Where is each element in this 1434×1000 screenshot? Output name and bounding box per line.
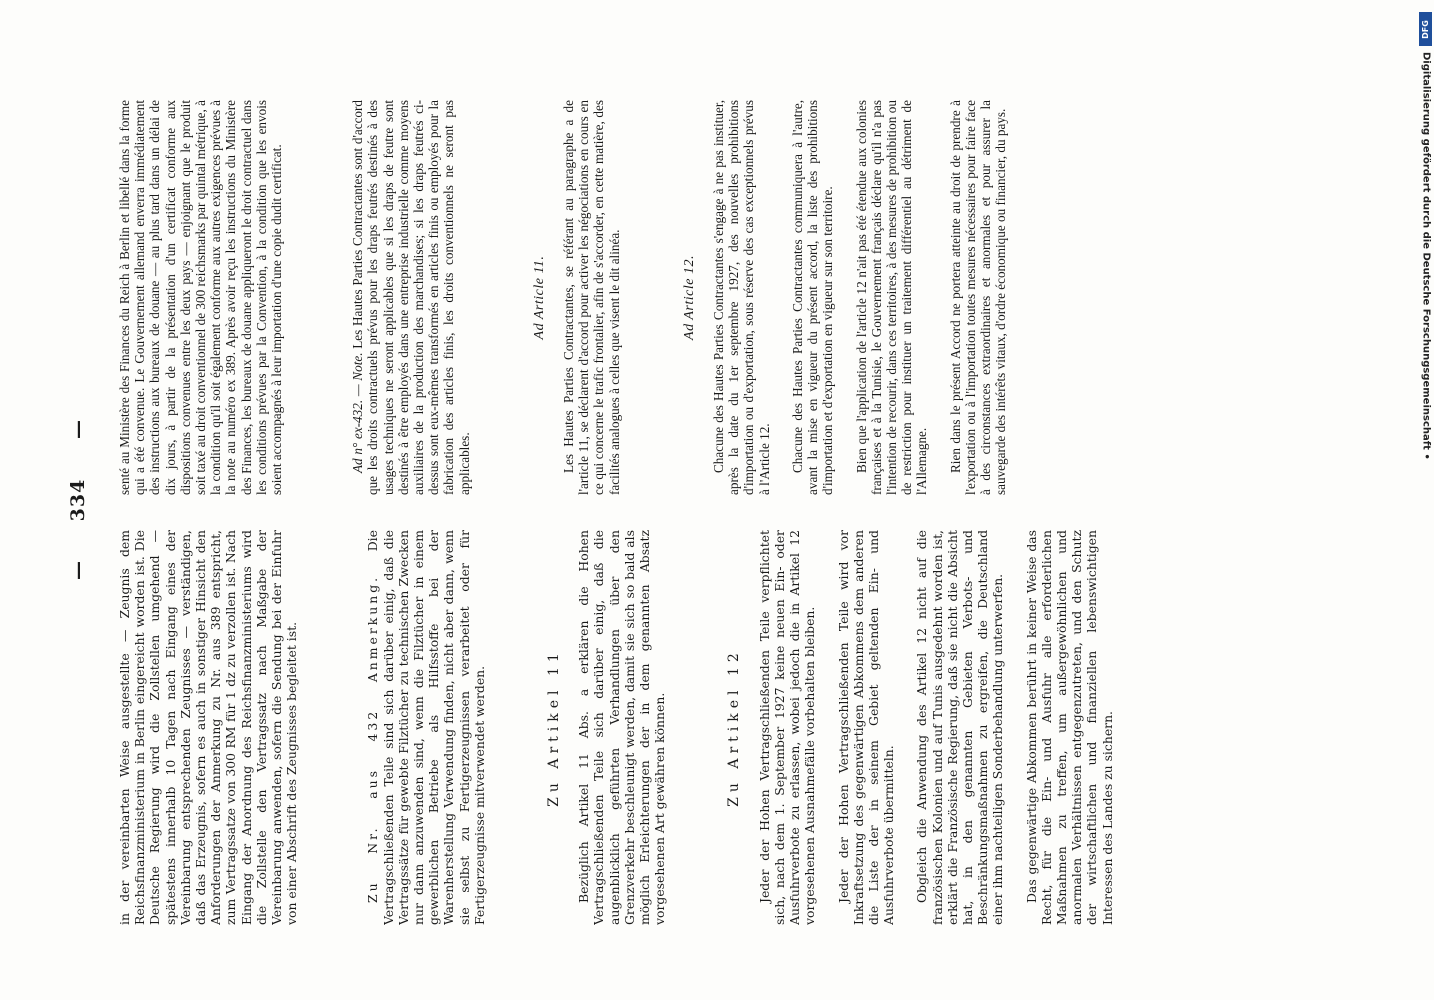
page-header: [67, 75, 107, 925]
german-432-text: Die Vertragschließenden Teile sind sich darüber einig, daß die Vertragssätze für gewebte Filztücher zu technischen Zwecken nur dann anzuwenden sind, wenn die Filztücher in einem gewerblichen Betriebe als Hilfsstoffe bei der Warenherstellung Verwendung finden, nicht aber dann, wenn sie selbst zu Fertigerzeugnissen verarbeitet oder für Fertigerzeugnisse mitverwendet werden.: [365, 530, 487, 925]
digitization-sidebar: [1418, 8, 1434, 992]
header-dash-right: —: [67, 419, 89, 439]
french-paragraph-432: [350, 100, 472, 495]
dfg-logo-text: DFG: [1421, 19, 1431, 39]
german-paragraph-article-12-1: Jeder der Hohen Vertragschließenden Teile verpflichtet sich, nach dem 1. September 1927 keine neuen Ein- oder Ausfuhrverbote zu erlassen, wobei jedoch die in Artikel 12 vorgesehenen Ausnahmefälle vorbehalten bleiben.: [756, 530, 818, 925]
german-paragraph-432: [365, 530, 487, 925]
french-heading-article-12: Ad Article 12.: [681, 255, 697, 340]
french-432-lead: Ad n° ex-432. — Note.: [350, 352, 366, 473]
dfg-logo-icon: [1419, 12, 1432, 46]
german-paragraph-article-12-4: Das gegenwärtige Abkommen berührt in keiner Weise das Recht, für die Ein- und Ausfuhr alle erforderlichen Maßnahmen zu treffen, um außergewöhnlichen und anormalen Verhältnissen entgegenzutreten, und den Schutz der wirtschaftlichen und finanziellen lebenswichtigen Interessen des Landes zu sichern.: [1023, 530, 1115, 925]
page-number: 334: [67, 478, 89, 522]
german-paragraph-article-12-2: Jeder der Hohen Vertragschließenden Teile wird vor Inkraftsetzung des gegenwärtigen Abkommens dem anderen die Liste der in seinem Gebiet geltenden Ein- und Ausfuhrverbote übermitteln.: [835, 530, 897, 925]
german-paragraph-article-11: Bezüglich Artikel 11 Abs. a erklären die Hohen Vertragschließenden Teile sich darüber einig, daß die augenblicklich geführten Verhandlungen über den Grenzverkehr beschleunigt werden, damit sie sich so bald als möglich Erleichterungen der in dem genannten Absatz vorgesehenen Art gewähren können.: [576, 530, 668, 925]
french-heading-article-11: Ad Article 11.: [531, 255, 547, 340]
french-paragraph-article-11: Les Hautes Parties Contractantes, se référant au paragraphe a de l'article 11, se déclarent d'accord pour activer les négociations en cours en ce qui concerne le trafic frontalier, afin de s'accorder, en cette matière, des facilités analogues à celles que visent le dit alinéa.: [561, 100, 622, 495]
german-heading-article-11: Zu Artikel 11: [546, 648, 563, 807]
german-heading-article-12: Zu Artikel 12: [726, 648, 743, 807]
french-432-text: Les Hautes Parties Contractantes sont d'accord que les droits contractuels prévus pour les draps feutrés destinés à des usages techniques ne seront applicables que si les draps de feutre sont destinés à être employés dans une entreprise industrielle comme moyens auxiliaires de la production des marchandises; si les draps feutrés ci-dessus sont eux-mêmes transformés en articles finis ou employés pour la fabrication des articles finis, les droits conventionnels ne seront pas applicables.: [350, 100, 472, 495]
header-dash-left: —: [67, 561, 89, 581]
french-column: [117, 100, 1337, 495]
german-column: [117, 530, 1337, 925]
french-paragraph-intro: senté au Ministère des Finances du Reich à Berlin et libellé dans la forme qui a été convenue. Le Gouvernement allemand enverra immédiatement des instructions aux bureaux de douane — au plus tard dans un délai de dix jours, à partir de la présentation d'un certificat conforme aux dispositions convenues entre les deux pays — enjoignant que le produit soit taxé au droit conventionnel de 300 reichsmarks par quintal métrique, à la condition qu'il soit également conforme aux autres exigences prévues à la note au numéro ex 389. Après avoir reçu les instructions du Ministère des Finances, les bureaux de douane appliqueront le droit contractuel dans les conditions prévues par la Convention, à la condition que les envois soient accompagnés à leur importation d'une copie dudit certificat.: [117, 100, 285, 495]
french-paragraph-article-12-4: Rien dans le présent Accord ne portera atteinte au droit de prendre à l'exportation ou à l'importation toutes mesures nécessaires pour faire face à des circonstances extraordinaires et anormales et pour assurer la sauvegarde des intérêts vitaux, d'ordre économique ou financier, du pays.: [947, 100, 1009, 495]
french-paragraph-article-12-1: Chacune des Hautes Parties Contractantes s'engage à ne pas instituer, après la date du 1er septembre 1927, des nouvelles prohibitions d'importation ou d'exportation, sous réserve des cas exceptionnels prévus à l'Article 12.: [711, 100, 772, 495]
french-paragraph-article-12-3: Bien que l'application de l'article 12 n'ait pas été étendue aux colonies françaises et à la Tunisie, le Gouvernement français déclare qu'il n'a pas l'intention de recourir, dans ces territoires, à des mesures de prohibition ou de restriction pour instituer un traitement différentiel au détriment de l'Allemagne.: [853, 100, 930, 495]
french-paragraph-article-12-2: Chacune des Hautes Parties Contractantes communiquera à l'autre, avant la mise en vigueur du présent accord, la liste des prohibitions d'importation et d'exportation en vigueur sur son territoire.: [789, 100, 836, 495]
rotated-page-content: [67, 75, 1367, 925]
german-paragraph-intro: in der vereinbarten Weise ausgestellte — Zeugnis dem Reichsfinanzministerium in Berlin eingereicht worden ist. Die Deutsche Regierung wird die Zollstellen umgehend — spätestens innerhalb 10 Tagen nach Eingang eines der Vereinbarung entsprechenden Zeugnisses — verständigen, daß das Erzeugnis, sofern es auch in sonstiger Hinsicht den Anforderungen der Anmerkung zu Nr. aus 389 entspricht, zum Vertragssatze von 300 RM für 1 dz zu verzollen ist. Nach Eingang der Anordnung des Reichsfinanzministeriums wird die Zollstelle den Vertragssatz nach Maßgabe der Vereinbarung anwenden, sofern die Sendung bei der Einfuhr von einer Abschrift des Zeugnisses begleitet ist.: [117, 530, 300, 925]
german-432-lead: Zu Nr. aus 432 Anmerkung.: [365, 574, 381, 903]
digitization-credit: Digitalisierung gefördert durch die Deutsche Forschungsgemeinschaft •: [1420, 52, 1432, 460]
german-paragraph-article-12-3: Obgleich die Anwendung des Artikel 12 nicht auf die französischen Kolonien und auf Tunis ausgedehnt worden ist, erklärt die Französische Regierung, daß sie nicht die Absicht hat, in den genannten Gebieten Verbots- und Beschränkungsmaßnahmen zu ergreifen, die Deutschland einer ihm nachteiligen Sonderbehandlung unterwerfen.: [914, 530, 1006, 925]
